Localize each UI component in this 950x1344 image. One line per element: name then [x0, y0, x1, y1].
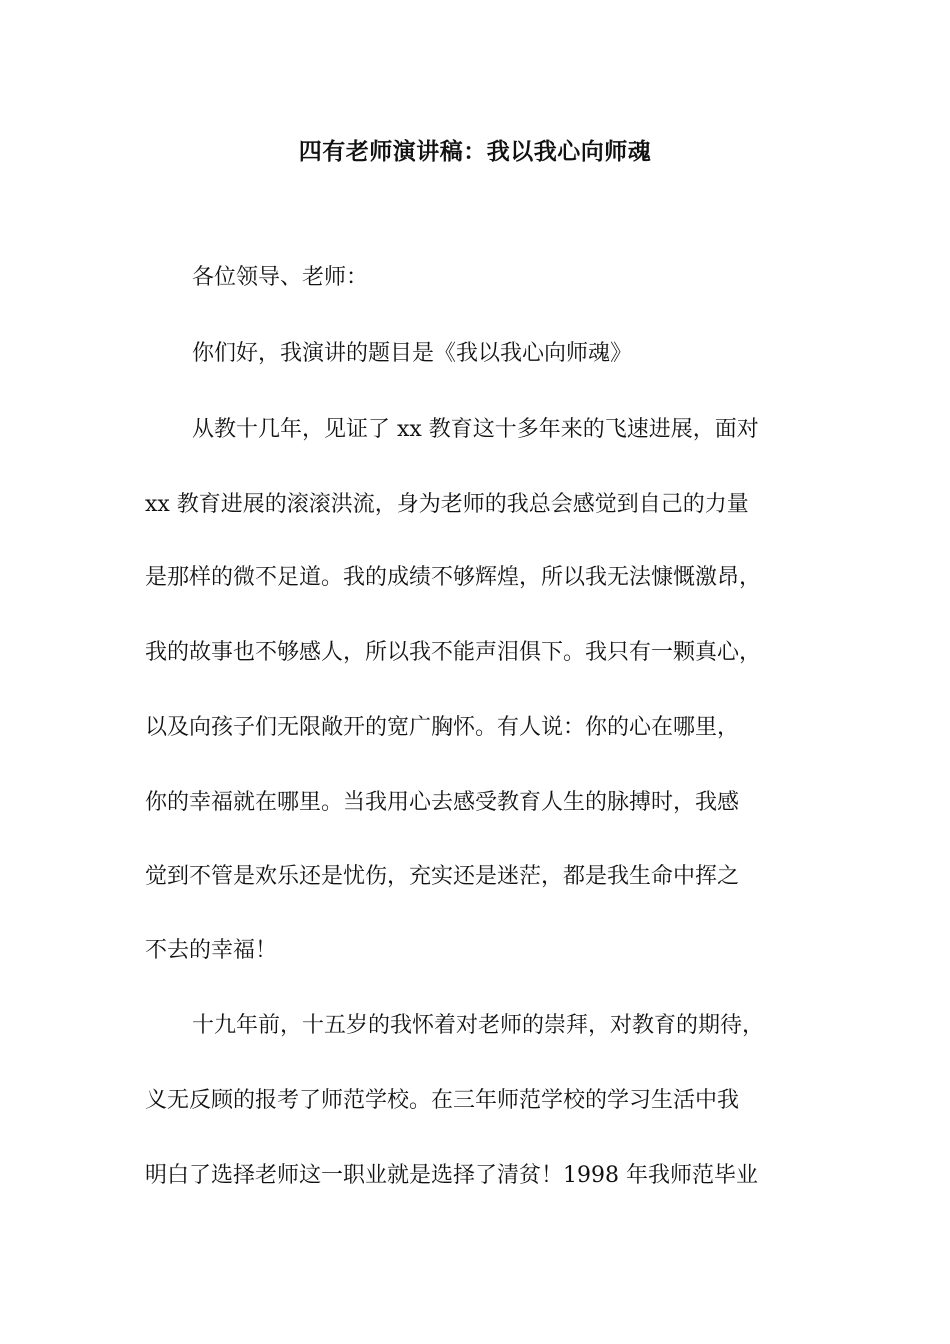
- paragraph-line: 以及向孩子们无限敞开的宽广胸怀。有人说：你的心在哪里，: [145, 715, 740, 740]
- paragraph-line: 是那样的微不足道。我的成绩不够辉煌，所以我无法慷慨激昂，: [145, 565, 762, 590]
- salutation-line: 各位领导、老师：: [192, 265, 369, 290]
- paragraph-line: 明白了选择老师这一职业就是选择了清贫！1998 年我师范毕业: [145, 1163, 758, 1188]
- greeting-line: 你们好，我演讲的题目是《我以我心向师魂》: [192, 341, 633, 366]
- paragraph-line: 十九年前，十五岁的我怀着对老师的崇拜，对教育的期待，: [192, 1013, 765, 1038]
- paragraph-line: 觉到不管是欢乐还是忧伤，充实还是迷茫，都是我生命中挥之: [145, 864, 740, 889]
- document-title: 四有老师演讲稿：我以我心向师魂: [298, 139, 652, 165]
- paragraph-line: 不去的幸福！: [145, 938, 278, 963]
- paragraph-line: 你的幸福就在哪里。当我用心去感受教育人生的脉搏时，我感: [145, 790, 740, 815]
- paragraph-line: xx 教育进展的滚滚洪流，身为老师的我总会感觉到自己的力量: [145, 492, 749, 517]
- paragraph-line: 义无反顾的报考了师范学校。在三年师范学校的学习生活中我: [145, 1088, 740, 1113]
- paragraph-line: 我的故事也不够感人，所以我不能声泪俱下。我只有一颗真心，: [145, 640, 762, 665]
- paragraph-line: 从教十几年，见证了 xx 教育这十多年来的飞速进展，面对: [192, 417, 759, 442]
